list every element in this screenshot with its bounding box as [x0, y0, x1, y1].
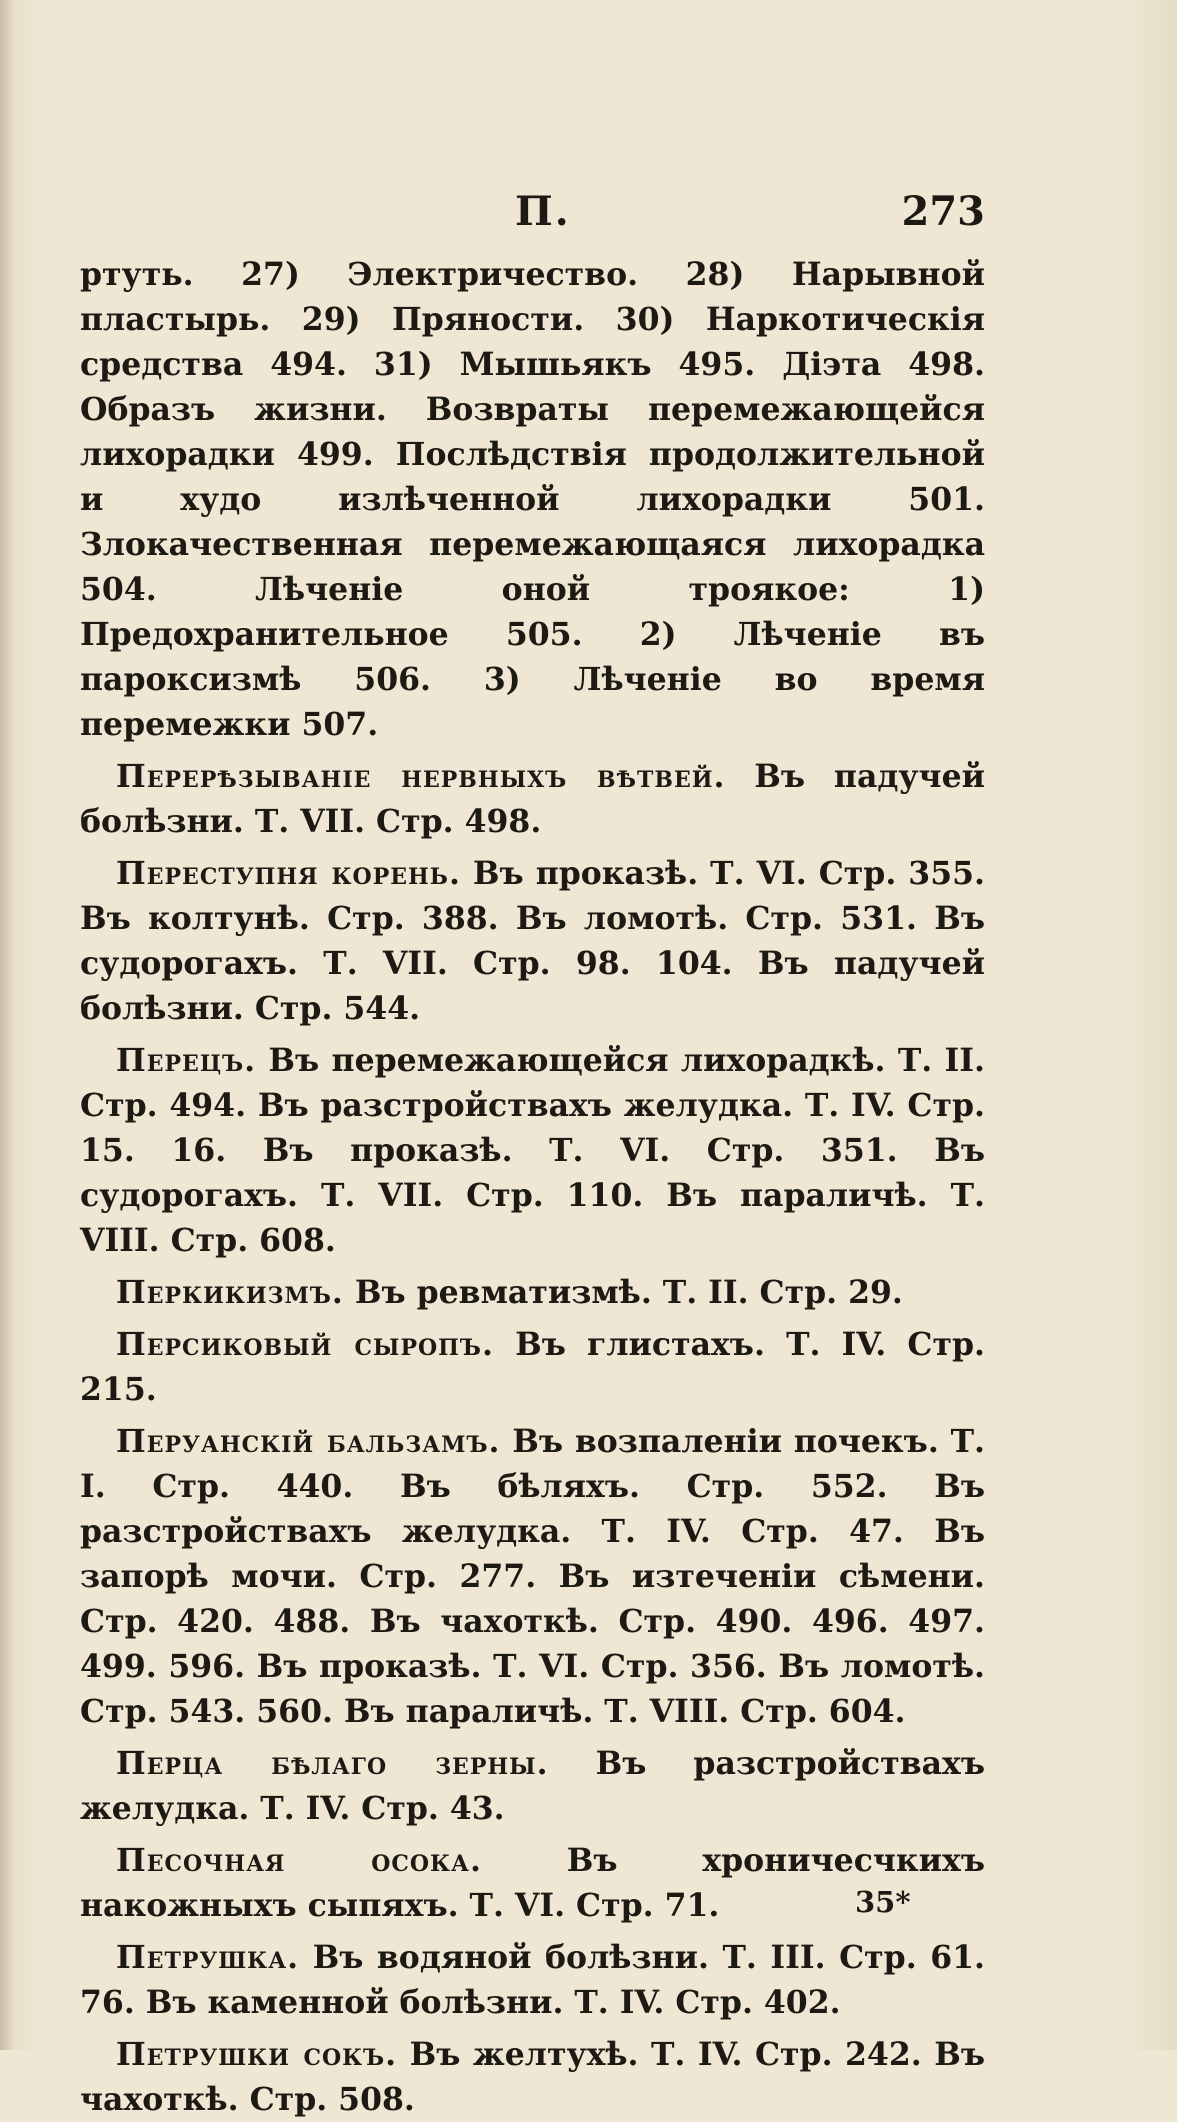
entry-headword: Петрушка.: [116, 1939, 300, 1976]
running-header: [80, 188, 985, 238]
index-entry: [80, 1419, 985, 1734]
index-entry: [80, 1741, 985, 1831]
index-entry: [80, 2032, 985, 2122]
entry-headword: Песочная осока.: [116, 1842, 482, 1879]
entry-headword: Переступня корень.: [116, 855, 461, 892]
entry-headword: Петрушки сокъ.: [116, 2036, 398, 2073]
entry-references: Въ ревматизмѣ. Т. II. Стр. 29.: [343, 1274, 903, 1311]
index-entry: [80, 1322, 985, 1412]
index-entry: [80, 1270, 985, 1315]
entry-references: Въ хроничесчкихъ накожныхъ сыпяхъ. Т. VI. Стр. 71.: [80, 1842, 985, 1924]
page-number: 273: [901, 188, 985, 235]
entry-references: Въ разстройствахъ желудка. Т. IV. Стр. 43.: [80, 1745, 985, 1827]
entry-references: Въ проказѣ. Т. VI. Стр. 355. Въ колтунѣ. Стр. 388. Въ ломотѣ. Стр. 531. Въ судорогахъ. Т. VII. Стр. 98. 104. Въ падучей болѣзни. Стр. 544.: [80, 855, 986, 1027]
entry-references: Въ перемежающейся лихорадкѣ. Т. II. Стр. 494. Въ разстройствахъ желудка. Т. IV. Стр. 15. 16. Въ проказѣ. Т. VI. Стр. 351. Въ судорогахъ. Т. VII. Стр. 110. Въ параличѣ. Т. VIII. Стр. 608.: [80, 1042, 985, 1259]
entry-references: Въ водяной болѣзни. Т. III. Стр. 61. 76. Въ каменной болѣзни. Т. IV. Стр. 402.: [80, 1939, 985, 2021]
entry-references: Въ падучей болѣзни. Т. VII. Стр. 498.: [80, 758, 985, 840]
entry-headword: Перерѣзываніе нервныхъ вѣтвей.: [116, 758, 726, 795]
signature-mark: 35*: [855, 1885, 911, 1919]
entry-headword: Персиковый сыропъ.: [116, 1326, 494, 1363]
section-letter: П.: [515, 188, 571, 235]
index-entries: [80, 754, 985, 2122]
entry-headword: Перкикизмъ.: [116, 1274, 344, 1311]
continued-entry-text: ртуть. 27) Электричество. 28) Нарывной пластырь. 29) Пряности. 30) Наркотическія средства 494. 31) Мышьякъ 495. Діэта 498. Образъ жизни. Возвраты перемежающейся лихорадки 499. Послѣдствія продолжительной и худо излѣченной лихорадки 501. Злокачественная перемежающаяся лихорадка 504. Лѣченіе оной троякое: 1) Предохранительное 505. 2) Лѣченіе въ пароксизмѣ 506. 3) Лѣченіе во время перемежки 507.: [80, 256, 985, 743]
entry-headword: Перуанскій бальзамъ.: [116, 1423, 501, 1460]
index-text: [80, 252, 985, 2122]
entry-headword: Перецъ.: [116, 1042, 257, 1079]
entry-references: Въ возпаленіи почекъ. Т. I. Стр. 440. Въ бѣляхъ. Стр. 552. Въ разстройствахъ желудка. Т. IV. Стр. 47. Въ запорѣ мочи. Стр. 277. Въ изтеченіи сѣмени. Стр. 420. 488. Въ чахоткѣ. Стр. 490. 496. 497. 499. 596. Въ проказѣ. Т. VI. Стр. 356. Въ ломотѣ. Стр. 543. 560. Въ параличѣ. Т. VIII. Стр. 604.: [80, 1423, 985, 1730]
entry-references: Въ глистахъ. Т. IV. Стр. 215.: [80, 1326, 985, 1408]
index-entry: [80, 1038, 985, 1263]
entry-references: Въ желтухѣ. Т. IV. Стр. 242. Въ чахоткѣ. Стр. 508.: [80, 2036, 985, 2118]
index-entry: [80, 754, 985, 844]
index-entry: [80, 1935, 985, 2025]
index-entry: [80, 1838, 985, 1928]
index-entry: [80, 851, 985, 1031]
entry-headword: Перца бѣлаго зерны.: [116, 1745, 549, 1782]
